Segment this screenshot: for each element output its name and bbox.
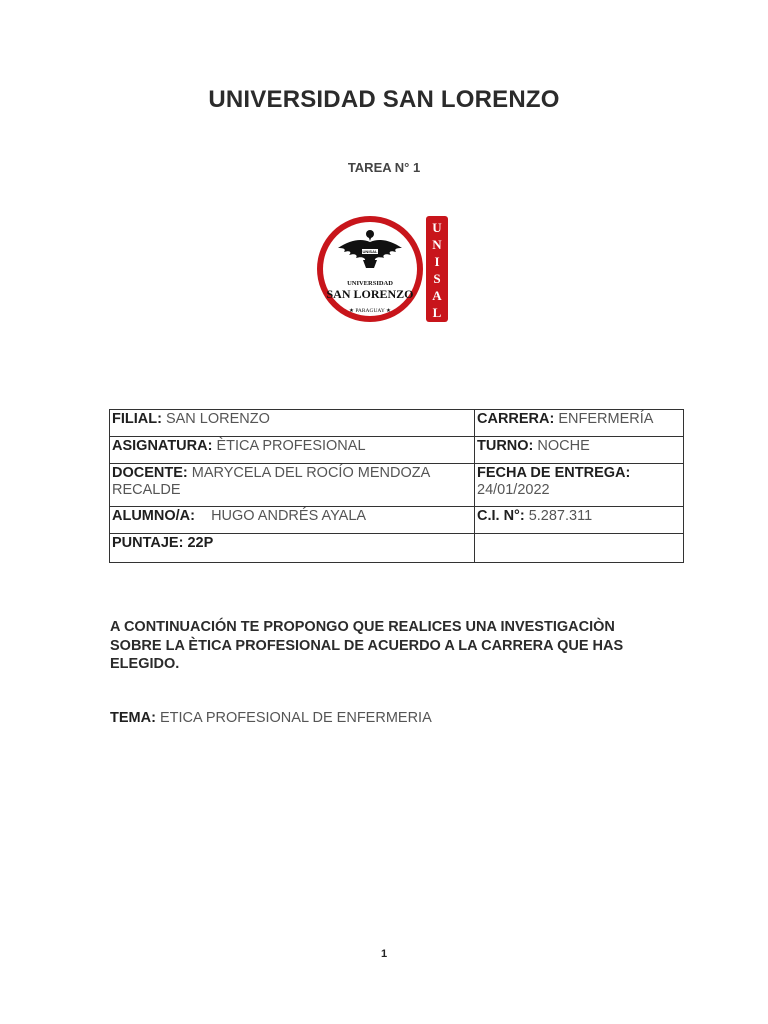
table-row <box>110 507 684 534</box>
ci-label: C.I. N°: <box>477 508 525 524</box>
docente-value: MARYCELA DEL ROCÍO MENDOZA RECALDE <box>112 465 430 498</box>
table-row <box>110 534 684 563</box>
logo-letter: N <box>432 237 442 252</box>
filial-value: SAN LORENZO <box>161 411 270 427</box>
carrera-value: ENFERMERÍA <box>554 411 654 427</box>
tema-line <box>110 710 670 726</box>
filial-cell <box>110 410 475 437</box>
asignatura-cell <box>110 437 475 464</box>
asignatura-label: ASIGNATURA: <box>112 438 213 454</box>
tema-value: ETICA PROFESIONAL DE ENFERMERIA <box>155 710 432 726</box>
docente-label: DOCENTE: <box>112 465 188 481</box>
fecha-value: 24/01/2022 <box>477 482 550 498</box>
alumno-cell <box>110 507 475 534</box>
asignatura-value: ÈTICA PROFESIONAL <box>212 438 366 454</box>
alumno-value: HUGO ANDRÉS AYALA <box>194 508 367 524</box>
instructions-paragraph: A CONTINUACIÓN TE PROPONGO QUE REALICES UNA INVESTIGACIÒN SOBRE LA ÈTICA PROFESIONAL DE ACUERDO A LA CARRERA QUE HAS ELEGIDO. <box>110 619 624 672</box>
table-row <box>110 437 684 464</box>
page-number: 1 <box>380 948 388 960</box>
turno-value: NOCHE <box>533 438 590 454</box>
logo-letter: S <box>433 271 441 286</box>
alumno-label: ALUMNO/A: <box>112 508 195 524</box>
assignment-subtitle: TAREA N° 1 <box>347 160 421 175</box>
turno-cell <box>475 437 684 464</box>
fecha-cell <box>475 464 684 507</box>
ci-cell <box>475 507 684 534</box>
logo-letter: A <box>432 288 442 303</box>
fecha-label: FECHA DE ENTREGA: <box>477 465 631 481</box>
logo-small-text: UNISAL <box>362 249 378 254</box>
carrera-label: CARRERA: <box>477 411 555 427</box>
docente-cell <box>110 464 475 507</box>
info-table <box>109 409 684 563</box>
puntaje-label: PUNTAJE: 22P <box>112 535 214 551</box>
table-row <box>110 410 684 437</box>
university-logo <box>316 212 452 328</box>
document-title: UNIVERSIDAD SAN LORENZO <box>208 86 560 113</box>
empty-cell <box>475 534 684 563</box>
carrera-cell <box>475 410 684 437</box>
logo-letter: I <box>434 254 440 269</box>
logo-country: ★ PARAGUAY ★ <box>349 308 391 314</box>
puntaje-cell <box>110 534 475 563</box>
ci-value: 5.287.311 <box>524 508 593 524</box>
table-row <box>110 464 684 507</box>
tema-label: TEMA: <box>110 710 156 726</box>
logo-line2: SAN LORENZO <box>326 287 414 301</box>
logo-line1: UNIVERSIDAD <box>347 280 393 287</box>
logo-letter: L <box>432 305 442 320</box>
logo-letter: U <box>432 220 442 235</box>
filial-label: FILIAL: <box>112 411 162 427</box>
turno-label: TURNO: <box>477 438 534 454</box>
